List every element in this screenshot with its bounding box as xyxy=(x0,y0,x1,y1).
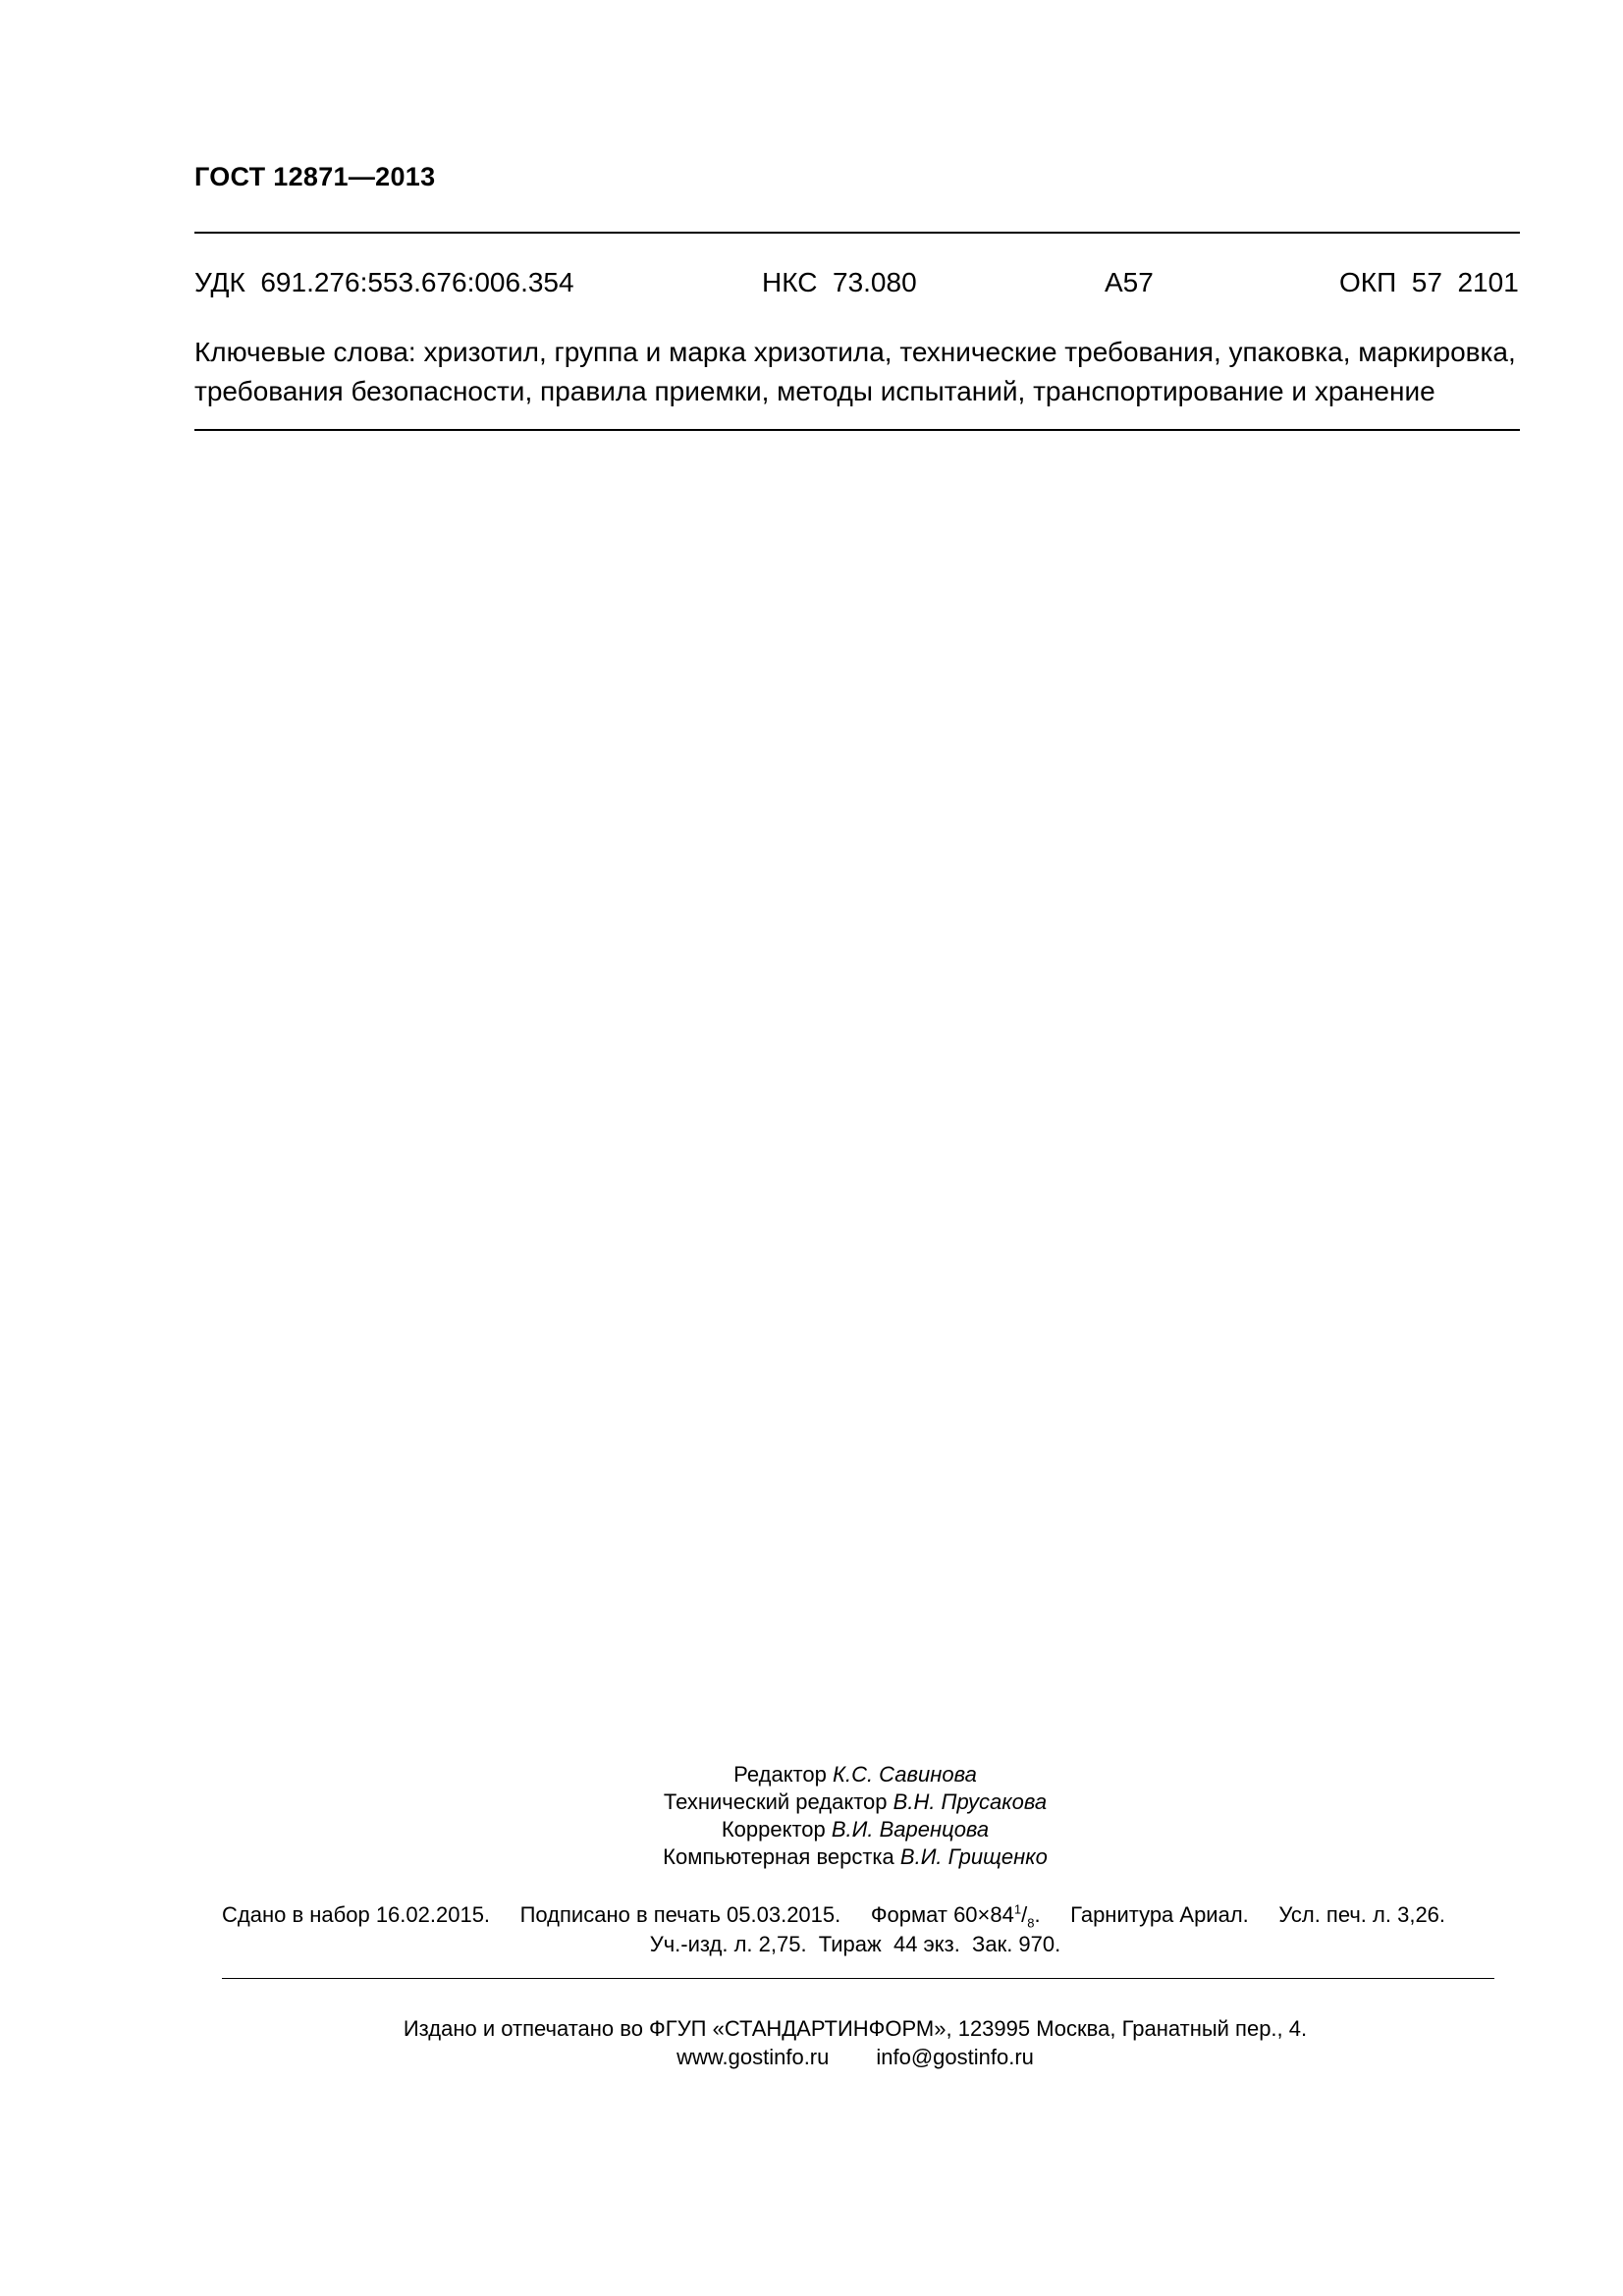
credit-role: Редактор xyxy=(733,1762,827,1787)
credits-block xyxy=(0,1761,1623,1871)
okp-code: ОКП 57 2101 xyxy=(1339,267,1519,297)
credit-layout xyxy=(0,1843,1623,1871)
keywords-line-1: Ключевые слова: хризотил, группа и марка хризотила, технические требования, упаковка, маркировка, xyxy=(194,337,1516,367)
credit-tech-editor xyxy=(0,1789,1623,1816)
keywords-block xyxy=(194,333,1522,411)
document-header-title: ГОСТ 12871—2013 xyxy=(194,162,436,191)
print-sheets: Усл. печ. л. 3,26. xyxy=(1278,1902,1446,1927)
publisher-links xyxy=(0,2045,1623,2070)
top-divider xyxy=(194,232,1520,234)
credit-proofreader xyxy=(0,1816,1623,1843)
keywords-divider xyxy=(194,429,1520,431)
credit-name: К.С. Савинова xyxy=(832,1762,977,1787)
typeface: Гарнитура Ариал. xyxy=(1070,1902,1249,1927)
print-details-line-2: Уч.-изд. л. 2,75. Тираж 44 экз. Зак. 970. xyxy=(649,1932,1061,1956)
signed-date: Подписано в печать 05.03.2015. xyxy=(519,1902,841,1927)
paper-format: Формат $60\times 84^1/_8$. xyxy=(870,1901,1041,1931)
credit-name: В.И. Варенцова xyxy=(831,1817,990,1842)
submitted-date: Сдано в набор 16.02.2015. xyxy=(222,1902,491,1927)
print-details-line-1 xyxy=(222,1901,1446,1931)
credit-name: В.Н. Прусакова xyxy=(893,1789,1048,1814)
credit-role: Корректор xyxy=(721,1817,826,1842)
credit-editor xyxy=(0,1761,1623,1789)
website-link[interactable]: www.gostinfo.ru xyxy=(676,2045,830,2069)
udk-code: УДК 691.276:553.676:006.354 xyxy=(194,267,574,297)
publisher-line: Издано и отпечатано во ФГУП «СТАНДАРТИНФОРМ», 123995 Москва, Гранатный пер., 4. xyxy=(403,2016,1308,2041)
keywords-line-2: требования безопасности, правила приемки, методы испытаний, транспортирование и хранение xyxy=(194,376,1435,406)
category-code: А57 xyxy=(1105,267,1154,297)
credit-role: Технический редактор xyxy=(663,1789,888,1814)
credit-role: Компьютерная верстка xyxy=(663,1844,894,1869)
email-link[interactable]: info@gostinfo.ru xyxy=(876,2045,1034,2069)
footer-divider xyxy=(222,1978,1494,1979)
credit-name: В.И. Грищенко xyxy=(899,1844,1048,1869)
nks-code: НКС 73.080 xyxy=(762,267,917,297)
